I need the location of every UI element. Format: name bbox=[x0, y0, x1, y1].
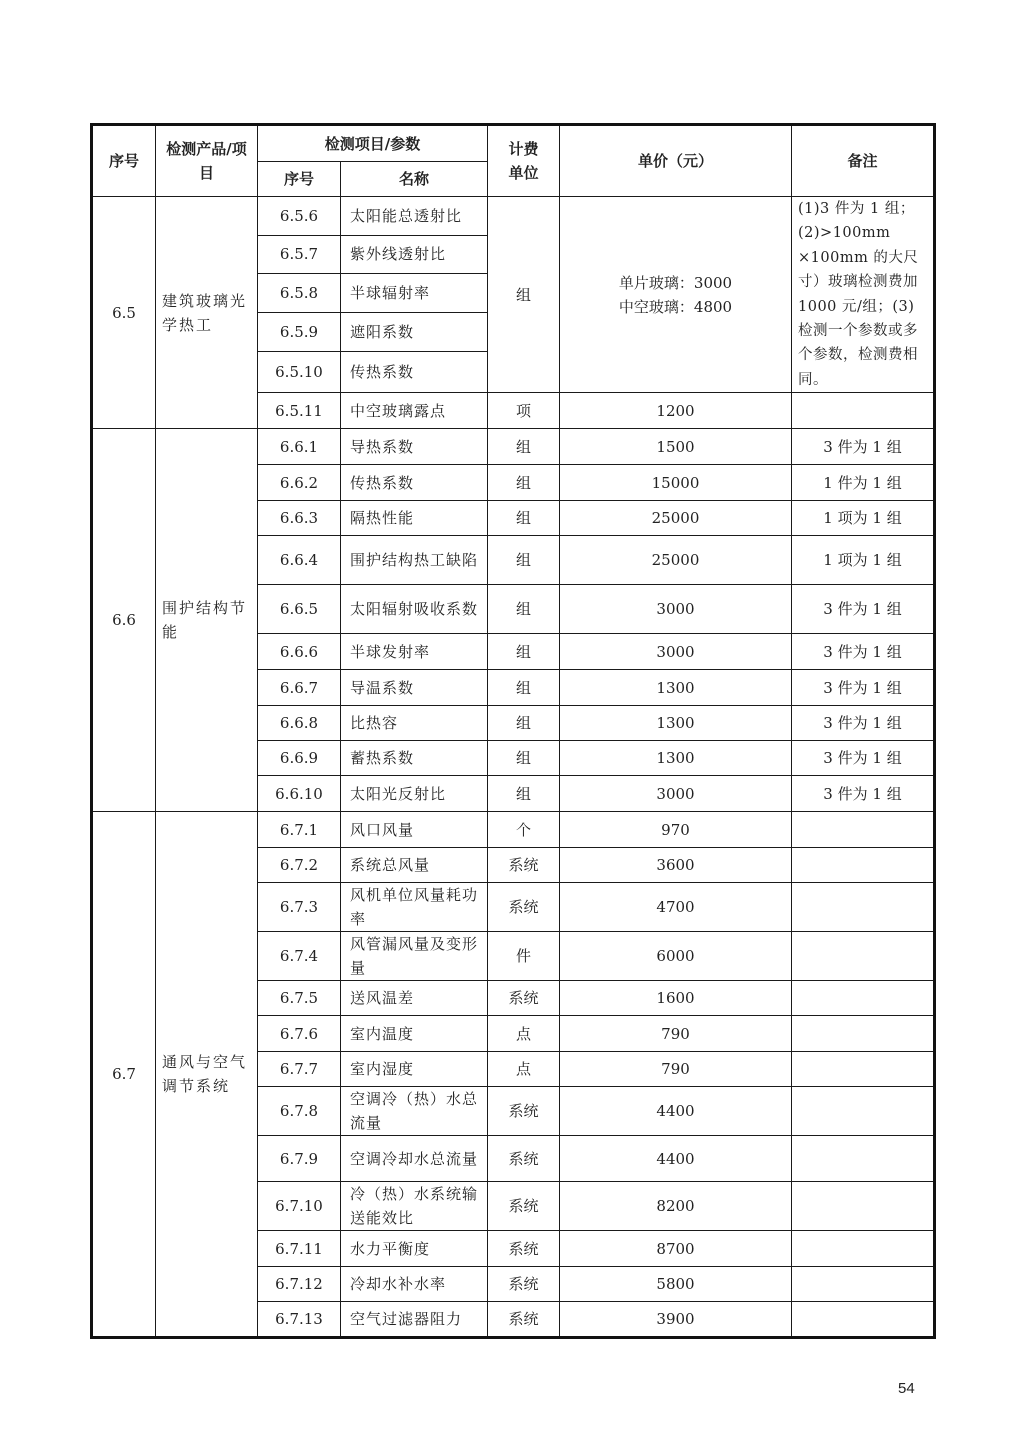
header-unit: 计费单位 bbox=[488, 125, 560, 197]
item-name: 风管漏风量及变形量 bbox=[341, 932, 488, 981]
item-unit: 系统 bbox=[488, 1087, 560, 1136]
item-unit: 个 bbox=[488, 812, 560, 848]
item-name: 围护结构热工缺陷 bbox=[341, 536, 488, 585]
item-note bbox=[792, 1302, 935, 1338]
item-unit: 组 bbox=[488, 741, 560, 776]
item-seq: 6.5.7 bbox=[258, 235, 341, 274]
item-name: 冷却水补水率 bbox=[341, 1267, 488, 1302]
item-seq: 6.5.8 bbox=[258, 274, 341, 313]
item-price: 1600 bbox=[560, 981, 792, 1016]
header-product: 检测产品/项目 bbox=[156, 125, 258, 197]
item-seq: 6.6.5 bbox=[258, 585, 341, 634]
item-note bbox=[792, 981, 935, 1016]
header-item-seq: 序号 bbox=[258, 162, 341, 197]
item-seq: 6.7.8 bbox=[258, 1087, 341, 1136]
item-price: 3900 bbox=[560, 1302, 792, 1338]
item-price: 790 bbox=[560, 1016, 792, 1052]
item-note bbox=[792, 393, 935, 429]
item-seq: 6.7.6 bbox=[258, 1016, 341, 1052]
item-price: 3000 bbox=[560, 776, 792, 812]
group-seq: 6.7 bbox=[92, 812, 156, 1338]
table-row bbox=[92, 197, 935, 236]
item-note bbox=[792, 1267, 935, 1302]
item-price: 25000 bbox=[560, 536, 792, 585]
item-note: 3 件为 1 组 bbox=[792, 585, 935, 634]
item-price: 4400 bbox=[560, 1136, 792, 1182]
table-row bbox=[92, 812, 935, 848]
item-note: 1 项为 1 组 bbox=[792, 501, 935, 536]
item-price: 3000 bbox=[560, 585, 792, 634]
item-note: 3 件为 1 组 bbox=[792, 741, 935, 776]
item-price: 1300 bbox=[560, 706, 792, 741]
header-item-name: 名称 bbox=[341, 162, 488, 197]
item-name: 传热系数 bbox=[341, 351, 488, 393]
item-note bbox=[792, 848, 935, 883]
item-seq: 6.6.1 bbox=[258, 429, 341, 465]
item-name: 风口风量 bbox=[341, 812, 488, 848]
item-seq: 6.7.10 bbox=[258, 1182, 341, 1231]
item-name: 遮阳系数 bbox=[341, 312, 488, 351]
price-line: 单片玻璃：3000 bbox=[618, 273, 733, 292]
item-name: 系统总风量 bbox=[341, 848, 488, 883]
item-seq: 6.6.3 bbox=[258, 501, 341, 536]
merged-note: (1)3 件为 1 组；(2)>100mm ×100mm 的大尺寸）玻璃检测费加 1000 元/组；(3)检测一个参数或多个参数，检测费相同。 bbox=[792, 197, 935, 393]
item-price: 4400 bbox=[560, 1087, 792, 1136]
item-unit: 系统 bbox=[488, 981, 560, 1016]
item-name: 导温系数 bbox=[341, 670, 488, 706]
item-price: 5800 bbox=[560, 1267, 792, 1302]
item-seq: 6.7.5 bbox=[258, 981, 341, 1016]
item-seq: 6.7.11 bbox=[258, 1231, 341, 1267]
item-note: 3 件为 1 组 bbox=[792, 706, 935, 741]
item-seq: 6.7.13 bbox=[258, 1302, 341, 1338]
item-price: 1300 bbox=[560, 741, 792, 776]
fee-table bbox=[90, 123, 936, 1339]
item-note bbox=[792, 812, 935, 848]
item-seq: 6.7.7 bbox=[258, 1052, 341, 1087]
item-note: 3 件为 1 组 bbox=[792, 776, 935, 812]
item-unit: 组 bbox=[488, 776, 560, 812]
item-note bbox=[792, 1016, 935, 1052]
item-note: 3 件为 1 组 bbox=[792, 634, 935, 670]
item-unit: 点 bbox=[488, 1016, 560, 1052]
item-name: 中空玻璃露点 bbox=[341, 393, 488, 429]
item-name: 太阳光反射比 bbox=[341, 776, 488, 812]
item-name: 隔热性能 bbox=[341, 501, 488, 536]
item-unit: 组 bbox=[488, 634, 560, 670]
item-unit: 系统 bbox=[488, 1231, 560, 1267]
group-seq: 6.5 bbox=[92, 197, 156, 429]
item-name: 空调冷（热）水总流量 bbox=[341, 1087, 488, 1136]
item-seq: 6.7.4 bbox=[258, 932, 341, 981]
item-unit: 系统 bbox=[488, 1136, 560, 1182]
item-name: 空气过滤器阻力 bbox=[341, 1302, 488, 1338]
item-seq: 6.7.12 bbox=[258, 1267, 341, 1302]
item-note bbox=[792, 1136, 935, 1182]
item-name: 太阳能总透射比 bbox=[341, 197, 488, 236]
item-seq: 6.6.10 bbox=[258, 776, 341, 812]
item-name: 室内湿度 bbox=[341, 1052, 488, 1087]
item-price: 1500 bbox=[560, 429, 792, 465]
item-unit: 系统 bbox=[488, 848, 560, 883]
item-name: 室内温度 bbox=[341, 1016, 488, 1052]
item-name: 水力平衡度 bbox=[341, 1231, 488, 1267]
item-seq: 6.6.7 bbox=[258, 670, 341, 706]
item-seq: 6.7.2 bbox=[258, 848, 341, 883]
item-note bbox=[792, 883, 935, 932]
item-seq: 6.6.4 bbox=[258, 536, 341, 585]
item-unit: 组 bbox=[488, 706, 560, 741]
item-price: 15000 bbox=[560, 465, 792, 501]
group-product: 通风与空气调节系统 bbox=[156, 812, 258, 1338]
item-note: 1 项为 1 组 bbox=[792, 536, 935, 585]
header-price: 单价（元） bbox=[560, 125, 792, 197]
item-note: 1 件为 1 组 bbox=[792, 465, 935, 501]
header-note: 备注 bbox=[792, 125, 935, 197]
item-note bbox=[792, 1052, 935, 1087]
item-name: 半球辐射率 bbox=[341, 274, 488, 313]
item-name: 比热容 bbox=[341, 706, 488, 741]
page-number: 54 bbox=[898, 1380, 915, 1397]
item-seq: 6.5.9 bbox=[258, 312, 341, 351]
header-item-group: 检测项目/参数 bbox=[258, 125, 488, 162]
item-name: 空调冷却水总流量 bbox=[341, 1136, 488, 1182]
item-seq: 6.7.3 bbox=[258, 883, 341, 932]
item-price: 1200 bbox=[560, 393, 792, 429]
item-unit: 组 bbox=[488, 670, 560, 706]
item-note bbox=[792, 1182, 935, 1231]
item-unit: 项 bbox=[488, 393, 560, 429]
item-unit: 系统 bbox=[488, 1182, 560, 1231]
item-note bbox=[792, 932, 935, 981]
merged-unit: 组 bbox=[488, 197, 560, 393]
item-price: 6000 bbox=[560, 932, 792, 981]
item-seq: 6.6.8 bbox=[258, 706, 341, 741]
merged-price bbox=[560, 197, 792, 393]
item-name: 导热系数 bbox=[341, 429, 488, 465]
item-seq: 6.6.2 bbox=[258, 465, 341, 501]
item-name: 半球发射率 bbox=[341, 634, 488, 670]
item-unit: 组 bbox=[488, 585, 560, 634]
item-price: 3600 bbox=[560, 848, 792, 883]
item-seq: 6.7.9 bbox=[258, 1136, 341, 1182]
item-note bbox=[792, 1231, 935, 1267]
item-price: 970 bbox=[560, 812, 792, 848]
item-name: 风机单位风量耗功率 bbox=[341, 883, 488, 932]
item-note bbox=[792, 1087, 935, 1136]
item-seq: 6.5.10 bbox=[258, 351, 341, 393]
item-price: 8200 bbox=[560, 1182, 792, 1231]
item-price: 25000 bbox=[560, 501, 792, 536]
item-seq: 6.6.6 bbox=[258, 634, 341, 670]
item-note: 3 件为 1 组 bbox=[792, 429, 935, 465]
price-line: 中空玻璃：4800 bbox=[618, 297, 733, 316]
item-unit: 组 bbox=[488, 465, 560, 501]
item-name: 送风温差 bbox=[341, 981, 488, 1016]
item-seq: 6.5.11 bbox=[258, 393, 341, 429]
item-seq: 6.5.6 bbox=[258, 197, 341, 236]
item-unit: 系统 bbox=[488, 1267, 560, 1302]
item-unit: 组 bbox=[488, 536, 560, 585]
item-unit: 件 bbox=[488, 932, 560, 981]
item-unit: 系统 bbox=[488, 1302, 560, 1338]
item-name: 冷（热）水系统输送能效比 bbox=[341, 1182, 488, 1231]
group-product: 建筑玻璃光学热工 bbox=[156, 197, 258, 429]
item-name: 传热系数 bbox=[341, 465, 488, 501]
item-seq: 6.6.9 bbox=[258, 741, 341, 776]
group-product: 围护结构节能 bbox=[156, 429, 258, 812]
item-note: 3 件为 1 组 bbox=[792, 670, 935, 706]
table-row bbox=[92, 429, 935, 465]
item-name: 太阳辐射吸收系数 bbox=[341, 585, 488, 634]
item-price: 1300 bbox=[560, 670, 792, 706]
item-unit: 组 bbox=[488, 501, 560, 536]
group-seq: 6.6 bbox=[92, 429, 156, 812]
item-price: 4700 bbox=[560, 883, 792, 932]
item-unit: 系统 bbox=[488, 883, 560, 932]
item-unit: 组 bbox=[488, 429, 560, 465]
item-name: 紫外线透射比 bbox=[341, 235, 488, 274]
item-price: 8700 bbox=[560, 1231, 792, 1267]
item-price: 3000 bbox=[560, 634, 792, 670]
header-seq: 序号 bbox=[92, 125, 156, 197]
item-price: 790 bbox=[560, 1052, 792, 1087]
item-name: 蓄热系数 bbox=[341, 741, 488, 776]
item-seq: 6.7.1 bbox=[258, 812, 341, 848]
item-unit: 点 bbox=[488, 1052, 560, 1087]
